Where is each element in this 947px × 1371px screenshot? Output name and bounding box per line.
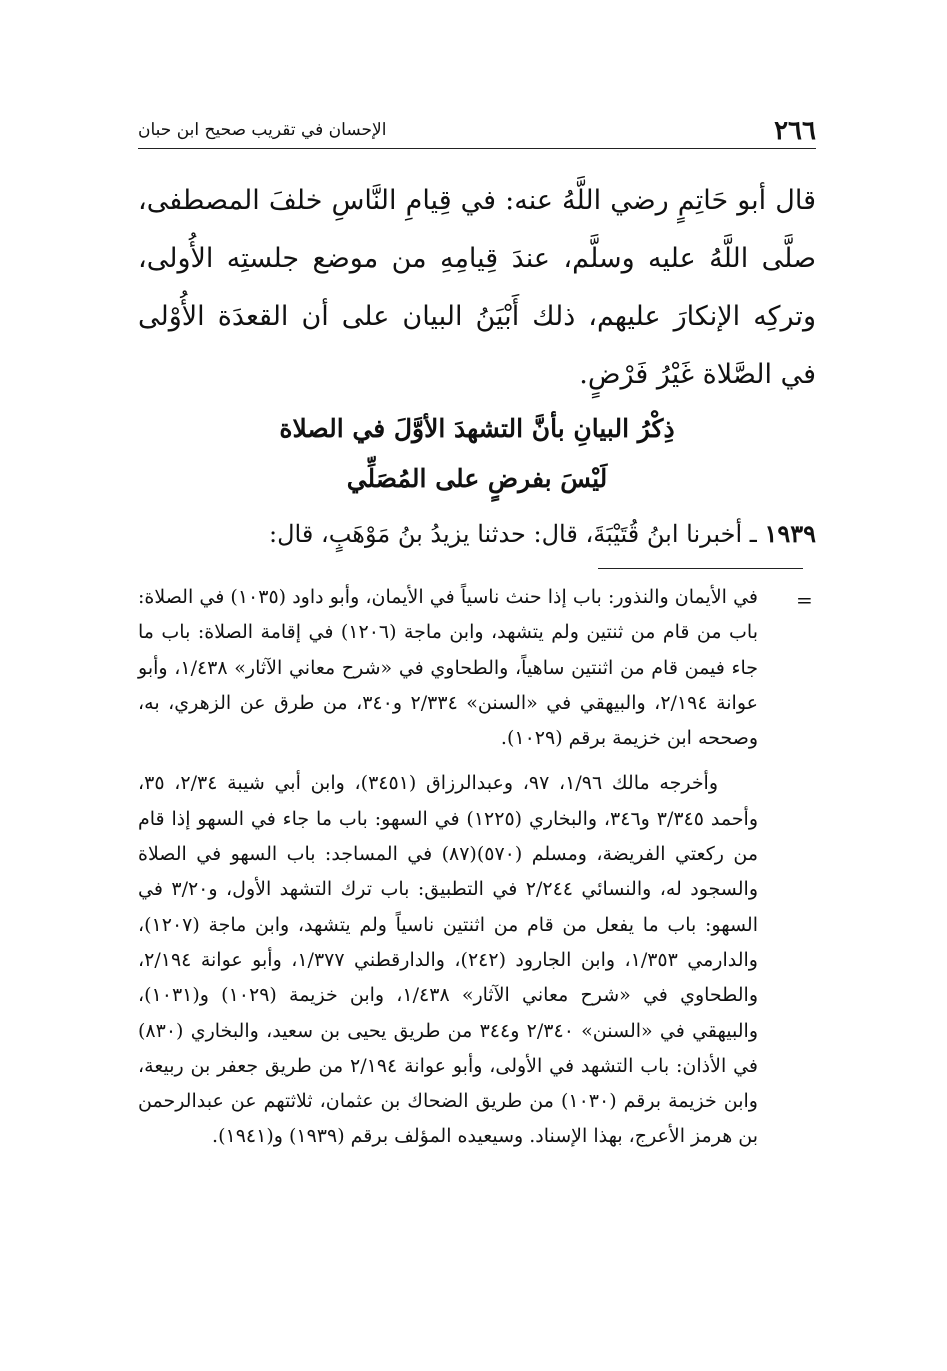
footnote-continuation-mark: = <box>796 588 813 612</box>
running-head <box>138 112 816 149</box>
hadith-number: ١٩٣٩ <box>764 519 816 548</box>
hadith-opening <box>138 512 816 556</box>
page-number: ٢٦٦ <box>774 116 816 146</box>
section-heading-line-2: لَيْسَ بفرضٍ على المُصَلِّي <box>346 464 608 493</box>
footnotes <box>138 580 758 1155</box>
main-text-paragraph: قال أبو حَاتِمٍ رضي اللَّهُ عنه: في قِيامِ النَّاسِ خلفَ المصطفى، صلَّى اللَّهُ عليه وسلَّم، عندَ قِيامِهِ من موضع جلستِه الأُولى، وتركِه الإنكارَ عليهم، ذلك أَبْيَنُ البيان على أن القعدَة الأُوْلى في الصَّلاة غَيْرُ فَرْضٍ. <box>138 185 816 390</box>
section-heading-line-1: ذِكْرُ البيانِ بأنَّ التشهدَ الأوَّلَ في الصلاة <box>279 414 675 443</box>
section-heading <box>138 404 816 504</box>
hadith-text: ـ أخبرنا ابنُ قُتَيْبَةَ، قال: حدثنا يزيدُ بنُ مَوْهَبٍ، قال: <box>269 520 757 548</box>
footnote-paragraph-2: وأخرجه مالك ١/٩٦، ٩٧، وعبدالرزاق (٣٤٥١)، وابن أبي شيبة ٢/٣٤، ٣٥، وأحمد ٣/٣٤٥ و٣٤٦، والبخاري (١٢٢٥) في السهو: باب ما جاء في السهو إذا قام من ركعتي الفريضة، ومسلم (٥٧٠)(٨٧) في المساجد: باب السهو في الصلاة والسجود له، والنسائي ٢/٢٤٤ في التطبيق: باب ترك التشهد الأول، و٣/٢٠ في السهو: باب ما يفعل من قام من اثنتين ناسياً ولم يتشهد، وابن ماجة (١٢٠٧)، والدارمي ١/٣٥٣، وابن الجارود (٢٤٢)، والدارقطني ١/٣٧٧، وأبو عوانة ٢/١٩٤، والطحاوي في «شرح معاني الآثار» ١/٤٣٨، وابن خزيمة (١٠٢٩) و(١٠٣١)، والبيهقي في «السنن» ٢/٣٤٠ و٣٤٤ من طريق يحيى بن سعيد، والبخاري (٨٣٠) في الأذان: باب التشهد في الأولى، وأبو عوانة ٢/١٩٤ من طريق جعفر بن ربيعة، وابن خزيمة برقم (١٠٣٠) من طريق الضحاك بن عثمان، ثلاثتهم عن عبدالرحمن بن هرمز الأعرج، بهذا الإسناد. وسيعيده المؤلف برقم (١٩٣٩) و(١٩٤١). <box>138 772 759 1148</box>
footnote-paragraph-1: في الأيمان والنذور: باب إذا حنث ناسياً في الأيمان، وأبو داود (١٠٣٥) في الصلاة: باب من قام من ثنتين ولم يتشهد، وابن ماجة (١٢٠٦) في إقامة الصلاة: باب ما جاء فيمن قام من اثنتين ساهياً، والطحاوي في «شرح معاني الآثار» ١/٤٣٨، وأبو عوانة ٢/١٩٤، والبيهقي في «السنن» ٢/٣٣٤ و٣٤٠، من طرق عن الزهري، به، وصححه ابن خزيمة برقم (١٠٢٩). <box>138 586 759 750</box>
footnote-divider <box>598 568 803 569</box>
book-title: الإحسان في تقريب صحيح ابن حبان <box>138 120 387 140</box>
